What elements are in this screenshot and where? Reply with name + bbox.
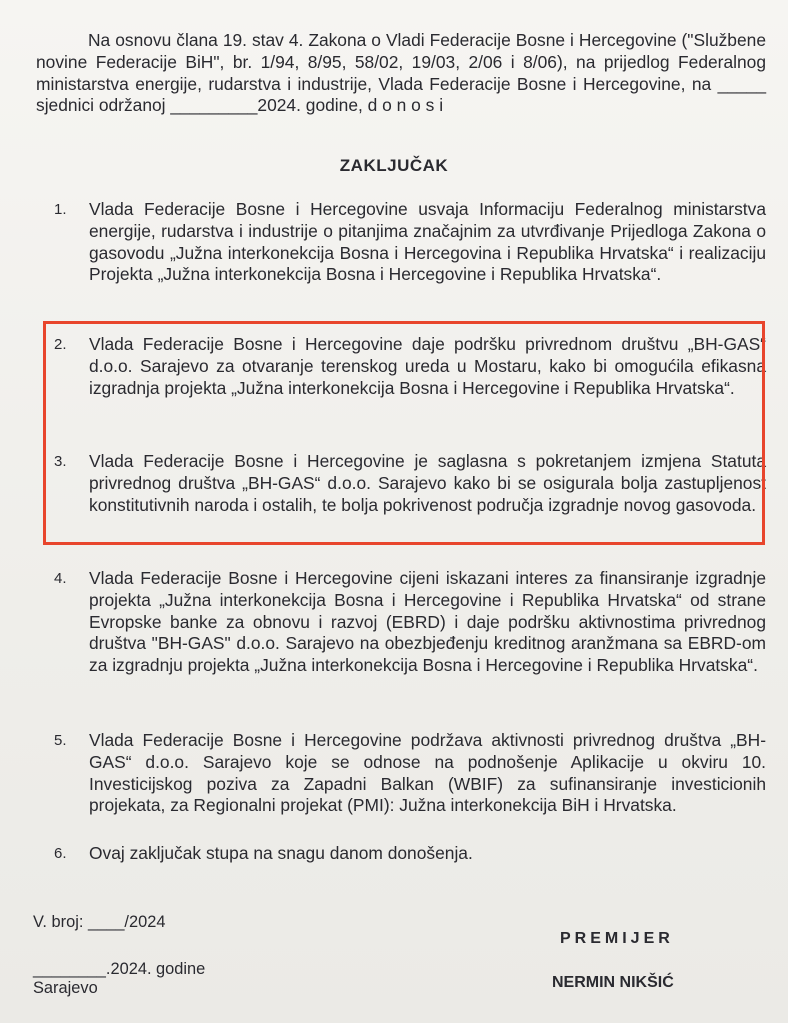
preamble-paragraph: Na osnovu člana 19. stav 4. Zakona o Vladi Federacije Bosne i Hercegovine ("Službene novine Federacije BiH", br. 1/94, 8/95, 58/02, 19/03, 2/06 i 8/06), na prijedlog Federalnog ministarstva energije, rudarstva i industrije, Vlada Federacije Bosne i Hercegovine, na _____ sjednici održanoj _________2024. godine, d o n o s i [36,30,766,116]
signatory-title: PREMIJER [560,930,674,947]
list-item-number: 1. [54,201,67,218]
list-item-number: 6. [54,845,67,862]
list-item-number: 5. [54,732,67,749]
document-title: ZAKLJUČAK [339,156,449,175]
list-item-number: 3. [54,453,67,470]
list-item-text: Vlada Federacije Bosne i Hercegovine usvaja Informaciju Federalnog ministarstva energije, rudarstva i industrije o pitanjima značajnim za utvrđivanje Prijedloga Zakona o gasovodu „Južna interkonekcija Bosna i Hercegovina i Republika Hrvatska“ i realizaciju Projekta „Južna interkonekcija Bosna i Hercegovine i Republika Hrvatska“. [89,199,766,285]
list-item [54,568,766,677]
document-date: ________.2024. godine [33,960,206,978]
list-item [54,199,766,286]
list-item-text: Ovaj zaključak stupa na snagu danom donošenja. [89,843,473,863]
list-item-number: 2. [54,336,67,353]
list-item [54,843,766,865]
document-number: V. broj: ____/2024 [33,913,166,931]
list-item [54,730,766,817]
signatory-name: NERMIN NIKŠIĆ [552,974,674,991]
list-item-text: Vlada Federacije Bosne i Hercegovine daje podršku privrednom društvu „BH-GAS“ d.o.o. Sarajevo za otvaranje terenskog ureda u Mostaru, kako bi omogućila efikasna izgradnja projekta „Južna interkonekcija Bosna i Hercegovine i Republika Hrvatska“. [89,334,766,398]
list-item-number: 4. [54,570,67,587]
list-item-text: Vlada Federacije Bosne i Hercegovine je saglasna s pokretanjem izmjena Statuta privrednog društva „BH-GAS“ d.o.o. Sarajevo kako bi se osigurala bolja zastupljenost konstitutivnih naroda i ostalih, te bolja pokrivenost područja izgradnje novog gasovoda. [89,451,766,515]
list-item-text: Vlada Federacije Bosne i Hercegovine podržava aktivnosti privrednog društva „BH-GAS“ d.o.o. Sarajevo koje se odnose na podnošenje Aplikacije u okviru 10. Investicijskog poziva za Zapadni Balkan (WBIF) za sufinansiranje investicionih projekata, za Regionalni projekat (PMI): Južna interkonekcija BiH i Hrvatska. [89,730,766,816]
list-item-text: Vlada Federacije Bosne i Hercegovine cijeni iskazani interes za finansiranje izgradnje projekta „Južna interkonekcija Bosna i Hercegovine i Republika Hrvatska“ od strane Evropske banke za obnovu i razvoj (EBRD) i daje podršku aktivnostima privrednog društva "BH-GAS" d.o.o. Sarajevo na obezbjeđenju kreditnog aranžmana sa EBRD-om za izgradnju projekta „Južna interkonekcija Bosna i Hercegovine i Republika Hrvatska“. [89,568,766,676]
highlight-frame [43,321,765,545]
document-place: Sarajevo [33,979,98,997]
